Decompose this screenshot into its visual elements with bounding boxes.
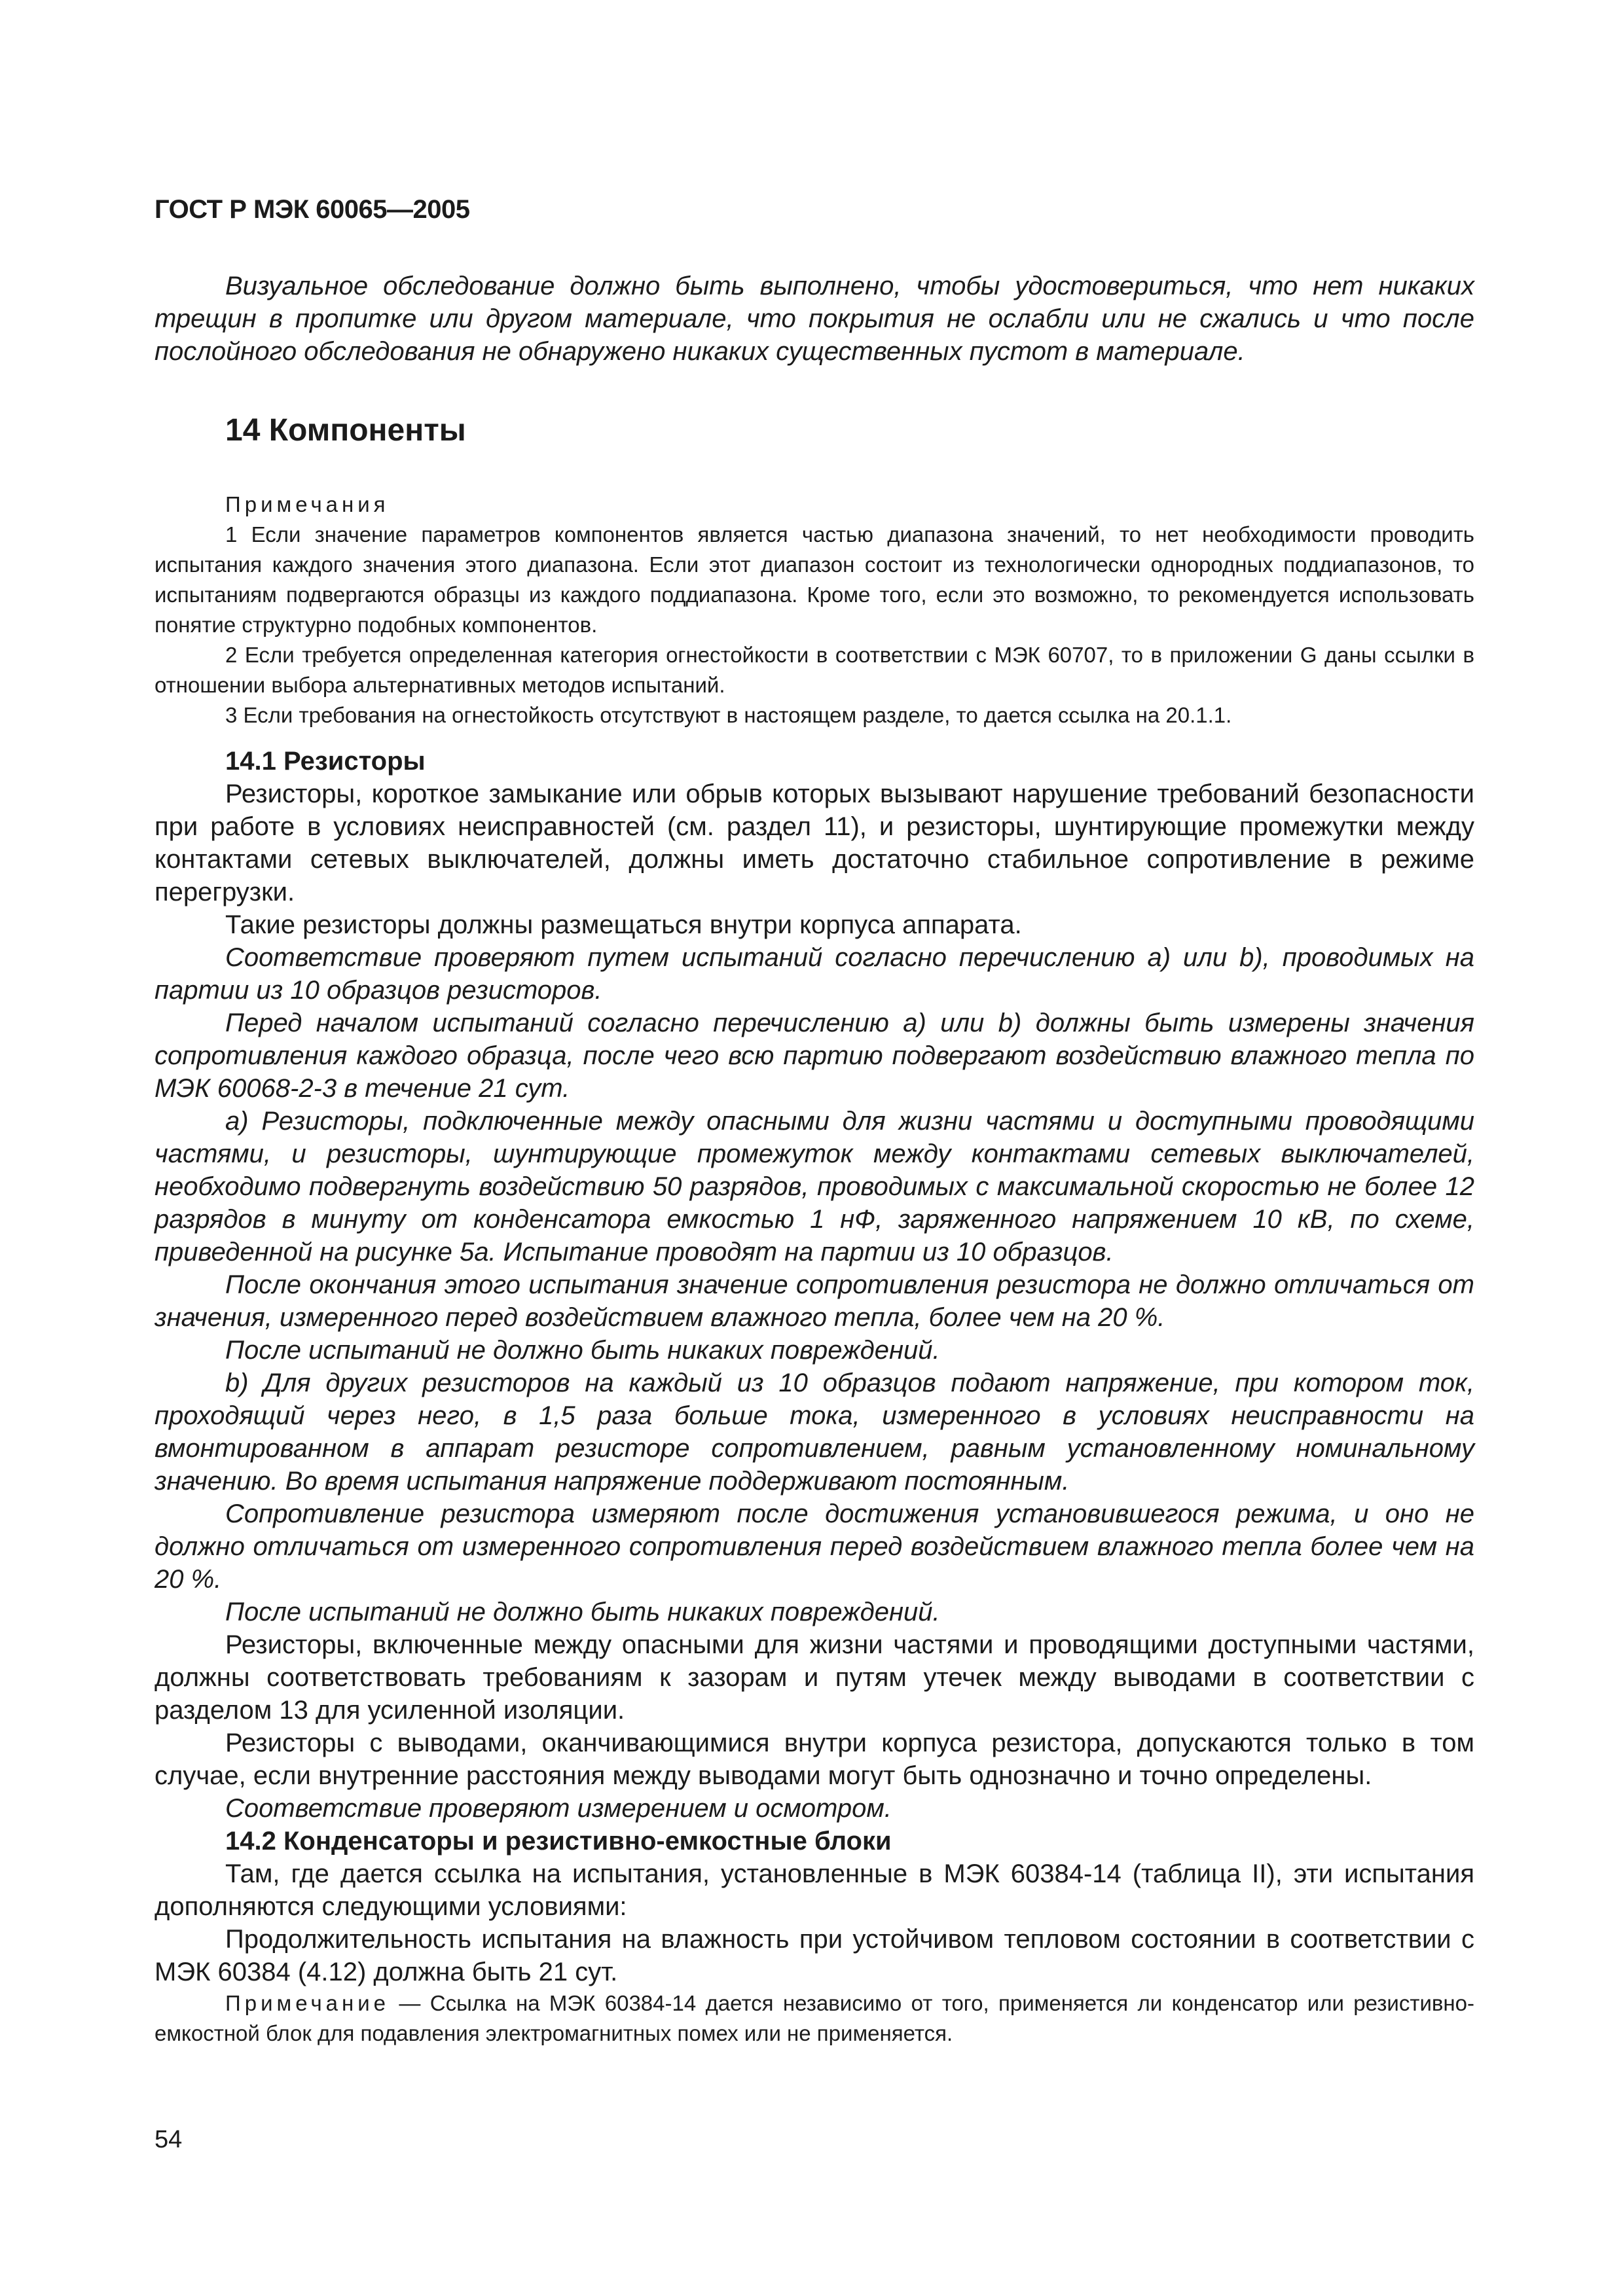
section-14-1-title: 14.1 Резисторы bbox=[225, 747, 426, 776]
notes-label: Примечания bbox=[225, 492, 390, 516]
section-14-2-title: 14.2 Конденсаторы и резистивно-емкостные блоки bbox=[225, 1827, 892, 1856]
document-header: ГОСТ Р МЭК 60065—2005 bbox=[155, 195, 470, 224]
section-14-notes bbox=[155, 490, 1474, 730]
paragraph: а) Резисторы, подключенные между опасными для жизни частями и доступными проводящими частями, и резисторы, шунтирующие промежуток между контактами сетевых выключателей, необходимо подвергнуть воздействию 50 разрядов, проводимых с максимальной скоростью не более 12 разрядов в минуту от конденсатора емкостью 1 нФ, заряженного напряжением 10 кВ, по схеме, приведенной на рисунке 5а. Испытание проводят на партии из 10 образцов. bbox=[155, 1107, 1474, 1266]
page-number: 54 bbox=[155, 2126, 183, 2153]
paragraph: Такие резисторы должны размещаться внутри корпуса аппарата. bbox=[225, 910, 1022, 939]
note-1: 1 Если значение параметров компонентов является частью диапазона значений, то нет необходимости проводить испытания каждого значения этого диапазона. Если этот диапазон состоит из технологически однородных поддиапазонов, то испытаниям подвергаются образцы из каждого поддиапазона. Кроме того, если это возможно, то рекомендуется использовать понятие структурно подобных компонентов. bbox=[155, 522, 1474, 637]
section-14-1 bbox=[155, 745, 1474, 1825]
paragraph: Там, где дается ссылка на испытания, установленные в МЭК 60384-14 (таблица II), эти испытания дополняются следующими условиями: bbox=[155, 1859, 1474, 1921]
paragraph: После испытаний не должно быть никаких повреждений. bbox=[225, 1336, 940, 1365]
paragraph: b) Для других резисторов на каждый из 10 образцов подают напряжение, при котором ток, проходящий через него, в 1,5 раза больше тока, измеренного в условиях неисправности на вмонтированном в аппарат резисторе сопротивлением, равным установленному номинальному значению. Во время испытания напряжение поддерживают постоянным. bbox=[155, 1369, 1474, 1496]
document-body bbox=[155, 270, 1474, 2049]
paragraph: После испытаний не должно быть никаких повреждений. bbox=[225, 1598, 940, 1626]
note-2: 2 Если требуется определенная категория огнестойкости в соответствии с МЭК 60707, то в приложении G даны ссылки в отношении выбора альтернативных методов испытаний. bbox=[155, 643, 1474, 697]
section-14-2-note bbox=[155, 1988, 1474, 2049]
section-14-title: 14 Компоненты bbox=[225, 413, 466, 448]
paragraph: Перед началом испытаний согласно перечислению а) или b) должны быть измерены значения сопротивления каждого образца, после чего всю партию подвергают воздействию влажного тепла по МЭК 60068-2-3 в течение 21 сут. bbox=[155, 1009, 1474, 1103]
note-text: — Ссылка на МЭК 60384-14 дается независимо от того, применяется ли конденсатор или резистивно-емкостной блок для подавления электромагнитных помех или не применяется. bbox=[155, 1991, 1474, 2045]
paragraph: Резисторы с выводами, оканчивающимися внутри корпуса резистора, допускаются только в том случае, если внутренние расстояния между выводами могут быть однозначно и точно определены. bbox=[155, 1729, 1474, 1790]
paragraph: Сопротивление резистора измеряют после достижения установившегося режима, и оно не должно отличаться от измеренного сопротивления перед воздействием влажного тепла более чем на 20 %. bbox=[155, 1499, 1474, 1594]
note-label: Примечание bbox=[225, 1991, 390, 2015]
paragraph: Соответствие проверяют путем испытаний согласно перечислению а) или b), проводимых на партии из 10 образцов резисторов. bbox=[155, 943, 1474, 1005]
section-14-2 bbox=[155, 1825, 1474, 2049]
paragraph: Резисторы, короткое замыкание или обрыв которых вызывают нарушение требований безопасности при работе в условиях неисправностей (см. раздел 11), и резисторы, шунтирующие промежутки между контактами сетевых выключателей, должны иметь достаточно стабильное сопротивление в режиме перегрузки. bbox=[155, 780, 1474, 906]
paragraph: Продолжительность испытания на влажность при устойчивом тепловом состоянии в соответствии с МЭК 60384 (4.12) должна быть 21 сут. bbox=[155, 1925, 1474, 1986]
paragraph: Соответствие проверяют измерением и осмотром. bbox=[225, 1794, 892, 1823]
paragraph: После окончания этого испытания значение сопротивления резистора не должно отличаться от значения, измеренного перед воздействием влажного тепла, более чем на 20 %. bbox=[155, 1270, 1474, 1332]
intro-paragraph: Визуальное обследование должно быть выполнено, чтобы удостовериться, что нет никаких трещин в пропитке или другом материале, что покрытия не ослабли или не сжались и что после послойного обследования не обнаружено никаких существенных пустот в материале. bbox=[155, 272, 1474, 366]
note-3: 3 Если требования на огнестойкость отсутствуют в настоящем разделе, то дается ссылка на 20.1.1. bbox=[225, 703, 1232, 727]
paragraph: Резисторы, включенные между опасными для жизни частями и проводящими доступными частями, должны соответствовать требованиям к зазорам и путям утечек между выводами в соответствии с разделом 13 для усиленной изоляции. bbox=[155, 1630, 1474, 1725]
